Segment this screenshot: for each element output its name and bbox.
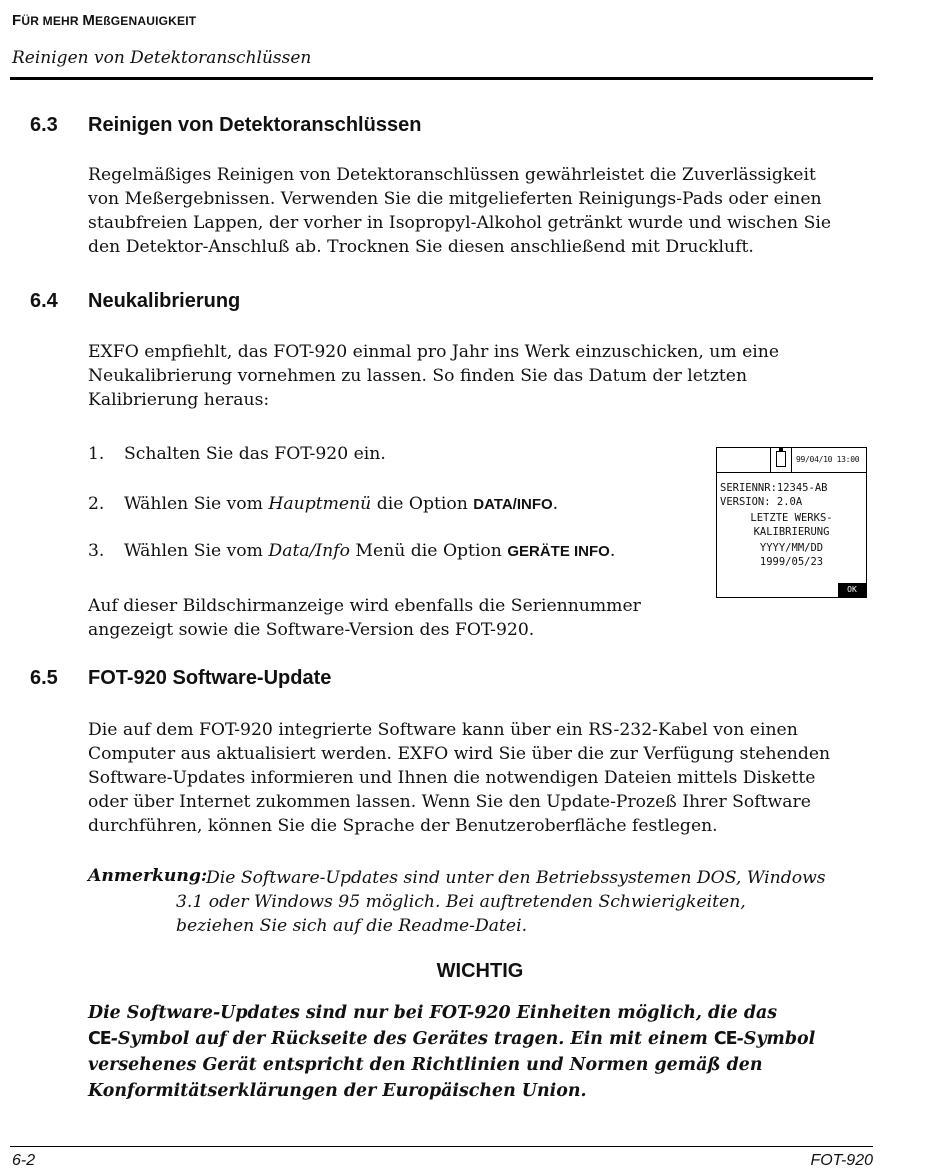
- note-label: Anmerkung:: [88, 866, 208, 886]
- section-paragraph: Auf dieser Bildschirmanzeige wird ebenfalls die Seriennummer angezeigt sowie die Software-Version des FOT-920.: [88, 596, 641, 640]
- running-header-title: FÜR MEHR MEßGENAUIGKEIT: [12, 12, 197, 29]
- ce-mark-icon: CE: [713, 1029, 737, 1049]
- battery-icon: [770, 448, 792, 472]
- ce-mark-icon: CE: [88, 1029, 111, 1049]
- running-header-subtitle: Reinigen von Detektoranschlüssen: [12, 48, 312, 68]
- screen-line: KALIBRIERUNG: [753, 526, 830, 538]
- important-text: Die Software-Updates sind nur bei FOT-920 Einheiten möglich, die das CE-Symbol auf der Rückseite des Gerätes tragen. Ein mit einem CE-Symbol versehenes Gerät entspricht den Richtlinien und Normen gemäß den Konformitätserklärungen der Europäischen Union.: [88, 1003, 816, 1101]
- section-number: 6.3: [30, 114, 58, 136]
- header-rule: [10, 77, 873, 80]
- screen-line: 1999/05/23: [759, 556, 824, 568]
- footer-product: FOT-920: [810, 1152, 873, 1169]
- screen-ok-softkey: OK: [838, 583, 866, 597]
- list-item: 1. Schalten Sie das FOT-920 ein.: [88, 444, 386, 464]
- section-paragraph: Regelmäßiges Reinigen von Detektoranschlüssen gewährleistet die Zuverlässigkeit von Meßergebnissen. Verwenden Sie die mitgelieferten Reinigungs-Pads oder einen staubfreien Lappen, der vorher in Isopropyl-Alkohol getränkt wurde und wischen Sie den Detektor-Anschluß ab. Trocknen Sie diesen anschließend mit Druckluft.: [88, 165, 832, 257]
- device-screen-illustration: [716, 447, 867, 598]
- footer-rule: [10, 1146, 873, 1147]
- screen-line: SERIENNR:12345-AB: [720, 482, 828, 494]
- section-number: 6.4: [30, 290, 58, 312]
- list-item: 2. Wählen Sie vom Hauptmenü die Option DATA/INFO.: [88, 494, 559, 514]
- page-number: 6-2: [12, 1152, 36, 1169]
- important-heading: WICHTIG: [436, 960, 524, 982]
- screen-timestamp: 99/04/10 13:00: [796, 455, 860, 464]
- screen-line: VERSION: 2.0A: [720, 496, 803, 508]
- section-title: FOT-920 Software-Update: [88, 667, 332, 689]
- screen-line: LETZTE WERKS-: [750, 512, 833, 524]
- screen-line: YYYY/MM/DD: [759, 542, 824, 554]
- section-paragraph: Die auf dem FOT-920 integrierte Software kann über ein RS-232-Kabel von einen Computer aus aktualisiert werden. EXFO wird Sie über die zur Verfügung stehenden Software-Updates informieren und Ihnen die notwendigen Dateien mittels Diskette oder über Internet zukommen lassen. Wenn Sie den Update-Prozeß Ihrer Software durchführen, können Sie die Sprache der Benutzeroberfläche festlegen.: [88, 720, 831, 836]
- section-title: Neukalibrierung: [88, 290, 241, 312]
- note-text: Die Software-Updates sind unter den Betriebssystemen DOS, Windows 3.1 oder Windows 95 möglich. Bei auftretenden Schwierigkeiten, beziehen Sie sich auf die Readme-Datei.: [176, 868, 826, 936]
- section-title: Reinigen von Detektoranschlüssen: [88, 114, 422, 136]
- section-number: 6.5: [30, 667, 58, 689]
- screen-status-bar: [717, 448, 866, 473]
- section-paragraph: EXFO empfiehlt, das FOT-920 einmal pro Jahr ins Werk einzuschicken, um eine Neukalibrierung vornehmen zu lassen. So finden Sie das Datum der letzten Kalibrierung heraus:: [88, 342, 780, 410]
- list-item: 3. Wählen Sie vom Data/Info Menü die Option GERÄTE INFO.: [88, 541, 616, 561]
